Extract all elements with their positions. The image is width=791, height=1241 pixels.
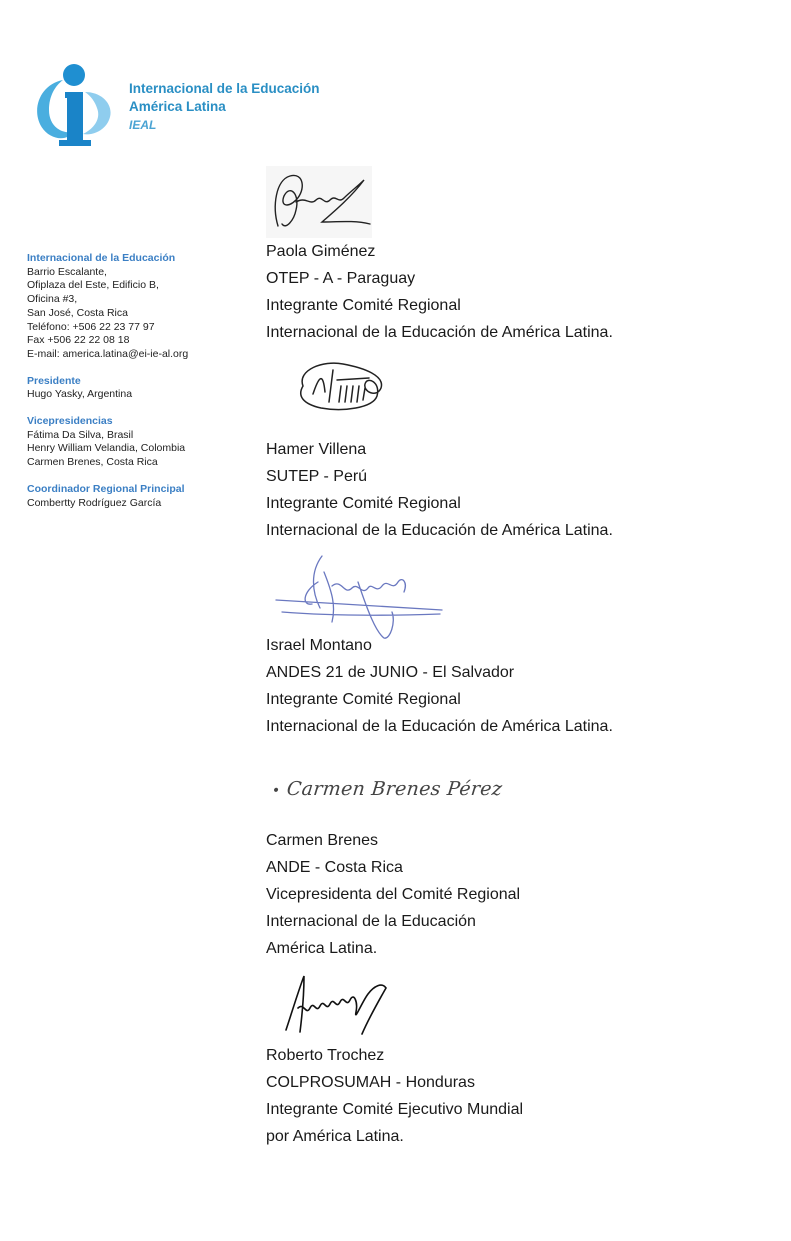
signatory-name: Israel Montano — [266, 637, 372, 654]
ieal-logo-icon — [33, 62, 115, 146]
signature-roberto-trochez — [282, 972, 392, 1038]
contact-email: E-mail: america.latina@ei-ie-al.org — [27, 347, 189, 360]
signatory-union: SUTEP - Perú — [266, 468, 368, 485]
contact-line: Barrio Escalante, — [27, 265, 107, 278]
signatory-org: por América Latina. — [266, 1128, 404, 1145]
signatory-union: COLPROSUMAH - Honduras — [266, 1074, 475, 1091]
signatory-role: Integrante Comité Ejecutivo Mundial — [266, 1101, 524, 1118]
signatory-role: Vicepresidenta del Comité Regional — [266, 886, 521, 903]
signatory-org: Internacional de la Educación de América Latina. — [266, 522, 613, 539]
signature-carmen-brenes: • Carmen Brenes Pérez — [270, 778, 504, 800]
org-name-line2: América Latina — [129, 99, 226, 114]
signatory-union: OTEP - A - Paraguay — [266, 270, 416, 287]
president-title: Presidente — [27, 374, 81, 387]
president-section — [27, 375, 232, 402]
contact-phone: Teléfono: +506 22 23 77 97 — [27, 320, 155, 333]
signatory-block — [266, 1042, 523, 1150]
coordinator-section — [27, 483, 232, 510]
coordinator-title: Coordinador Regional Principal — [27, 482, 185, 495]
contact-fax: Fax +506 22 22 08 18 — [27, 334, 130, 347]
vice-title: Vicepresidencias — [27, 415, 113, 428]
signature-paola-gimenez — [266, 166, 376, 242]
coordinator-name: Combertty Rodríguez García — [27, 496, 162, 509]
signatory-union: ANDES 21 de JUNIO - El Salvador — [266, 664, 515, 681]
signatory-block — [266, 238, 613, 346]
signatory-org: Internacional de la Educación de América Latina. — [266, 324, 613, 341]
contact-title: Internacional de la Educación — [27, 252, 176, 264]
vice-section — [27, 415, 232, 470]
signatory-role: Integrante Comité Regional — [266, 297, 461, 314]
contact-line: Ofiplaza del Este, Edificio B, — [27, 279, 159, 292]
org-name — [129, 80, 320, 134]
signature-hamer-villena — [293, 356, 389, 416]
contact-line: Oficina #3, — [27, 293, 78, 306]
vice-name: Henry William Velandia, Colombia — [27, 442, 186, 455]
org-name-line1: Internacional de la Educación — [129, 81, 320, 96]
signature-israel-montano — [272, 552, 448, 642]
signatory-org: Internacional de la Educación de América Latina. — [266, 718, 613, 735]
signatory-role: Integrante Comité Regional — [266, 495, 461, 512]
signatory-name: Paola Giménez — [266, 243, 376, 260]
org-abbr: IEAL — [129, 118, 157, 132]
signatory-block — [266, 436, 613, 544]
sidebar — [27, 252, 232, 523]
president-name: Hugo Yasky, Argentina — [27, 388, 133, 401]
signatory-org-region: América Latina. — [266, 940, 378, 957]
signatory-org: Internacional de la Educación — [266, 913, 476, 930]
signatory-block — [266, 827, 520, 962]
signatory-name: Carmen Brenes — [266, 832, 379, 849]
signatory-name: Roberto Trochez — [266, 1047, 385, 1064]
contact-section — [27, 252, 232, 362]
signatory-name: Hamer Villena — [266, 441, 367, 458]
signatory-block — [266, 632, 613, 740]
signatory-union: ANDE - Costa Rica — [266, 859, 403, 876]
vice-name: Fátima Da Silva, Brasil — [27, 428, 134, 441]
contact-line: San José, Costa Rica — [27, 306, 128, 319]
signatory-role: Integrante Comité Regional — [266, 691, 461, 708]
handwritten-signature: Carmen Brenes Pérez — [285, 778, 504, 800]
vice-name: Carmen Brenes, Costa Rica — [27, 456, 158, 469]
